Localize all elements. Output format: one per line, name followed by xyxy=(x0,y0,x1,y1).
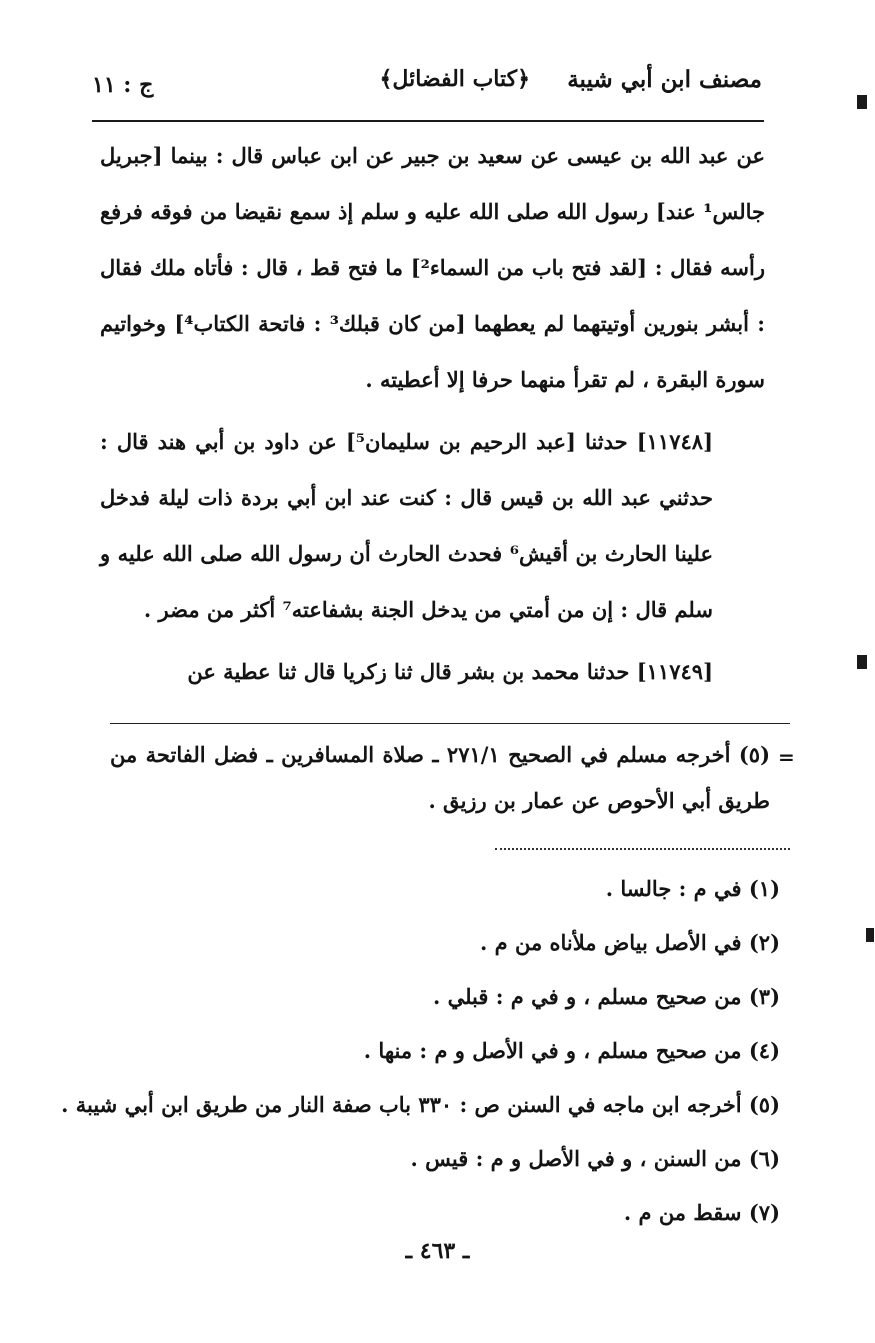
page-number: ـ ٤٦٣ ـ xyxy=(405,1238,470,1264)
paragraph-hadith-continuation: عن عبد الله بن عيسى عن سعيد بن جبير عن ابن عباس قال : بينما [جبريل جالس¹ عند] رسول الله صلى الله عليه و سلم إذ سمع نقيضا من فوقه فرفع رأسه فقال : [لقد فتح باب من السماء²] ما فتح قط ، قال : فأتاه ملك فقال : أبشر بنورين أوتيتهما لم يعطهما [من كان قبلك³ : فاتحة الكتاب⁴] وخواتيم سورة البقرة ، لم تقرأ منهما حرفا إلا أعطيته . xyxy=(100,143,766,392)
paragraph-hadith-11748: [١١٧٤٨] حدثنا [عبد الرحيم بن سليمان⁵] عن داود بن أبي هند قال : حدثني عبد الله بن قيس قال : كنت عند ابن أبي بردة ذات ليلة فدخل علينا الحارث بن أقيش⁶ فحدث الحارث أن رسول الله صلى الله عليه و سلم قال : إن من أمتي من يدخل الجنة بشفاعته⁷ أكثر من مضر . xyxy=(100,429,714,622)
notes-separator xyxy=(495,848,790,850)
footnote-1: (١) في م : جالسا . xyxy=(605,876,780,901)
footnote-4: (٤) من صحيح مسلم ، و في الأصل و م : منها . xyxy=(363,1038,780,1063)
footnote-7: (٧) سقط من م . xyxy=(623,1200,780,1225)
margin-mark xyxy=(866,928,874,942)
carried-footnote-text: (٥) أخرجه مسلم في الصحيح ٢٧١/١ ـ صلاة المسافرين ـ فضل الفاتحة من طريق أبي الأحوص عن عمار بن رزيق . xyxy=(110,742,770,813)
paragraph-hadith-11749: [١١٧٤٩] حدثنا محمد بن بشر قال ثنا زكريا قال ثنا عطية عن xyxy=(187,659,713,684)
main-text xyxy=(100,128,765,700)
footnote-6: (٦) من السنن ، و في الأصل و م : قيس . xyxy=(410,1146,780,1171)
continuation-mark: = xyxy=(778,745,795,769)
running-head-book: ﴿كتاب الفضائل﴾ xyxy=(379,66,530,92)
header-rule xyxy=(92,120,764,122)
footnote-separator xyxy=(110,723,790,724)
carried-footnote xyxy=(110,732,770,824)
footnote-3: (٣) من صحيح مسلم ، و في م : قبلي . xyxy=(432,984,780,1009)
margin-mark xyxy=(857,95,867,109)
footnote-5: (٥) أخرجه ابن ماجه في السنن ص : ٣٣٠ باب صفة النار من طريق ابن أبي شيبة . xyxy=(61,1092,780,1117)
margin-mark xyxy=(857,655,867,669)
running-head-title: مصنف ابن أبي شيبة xyxy=(567,66,762,93)
footnote-2: (٢) في الأصل بياض ملأناه من م . xyxy=(480,930,780,955)
running-head-volume: ج : ١١ xyxy=(92,72,154,98)
footnotes-list xyxy=(61,862,780,1240)
running-head xyxy=(92,62,762,112)
